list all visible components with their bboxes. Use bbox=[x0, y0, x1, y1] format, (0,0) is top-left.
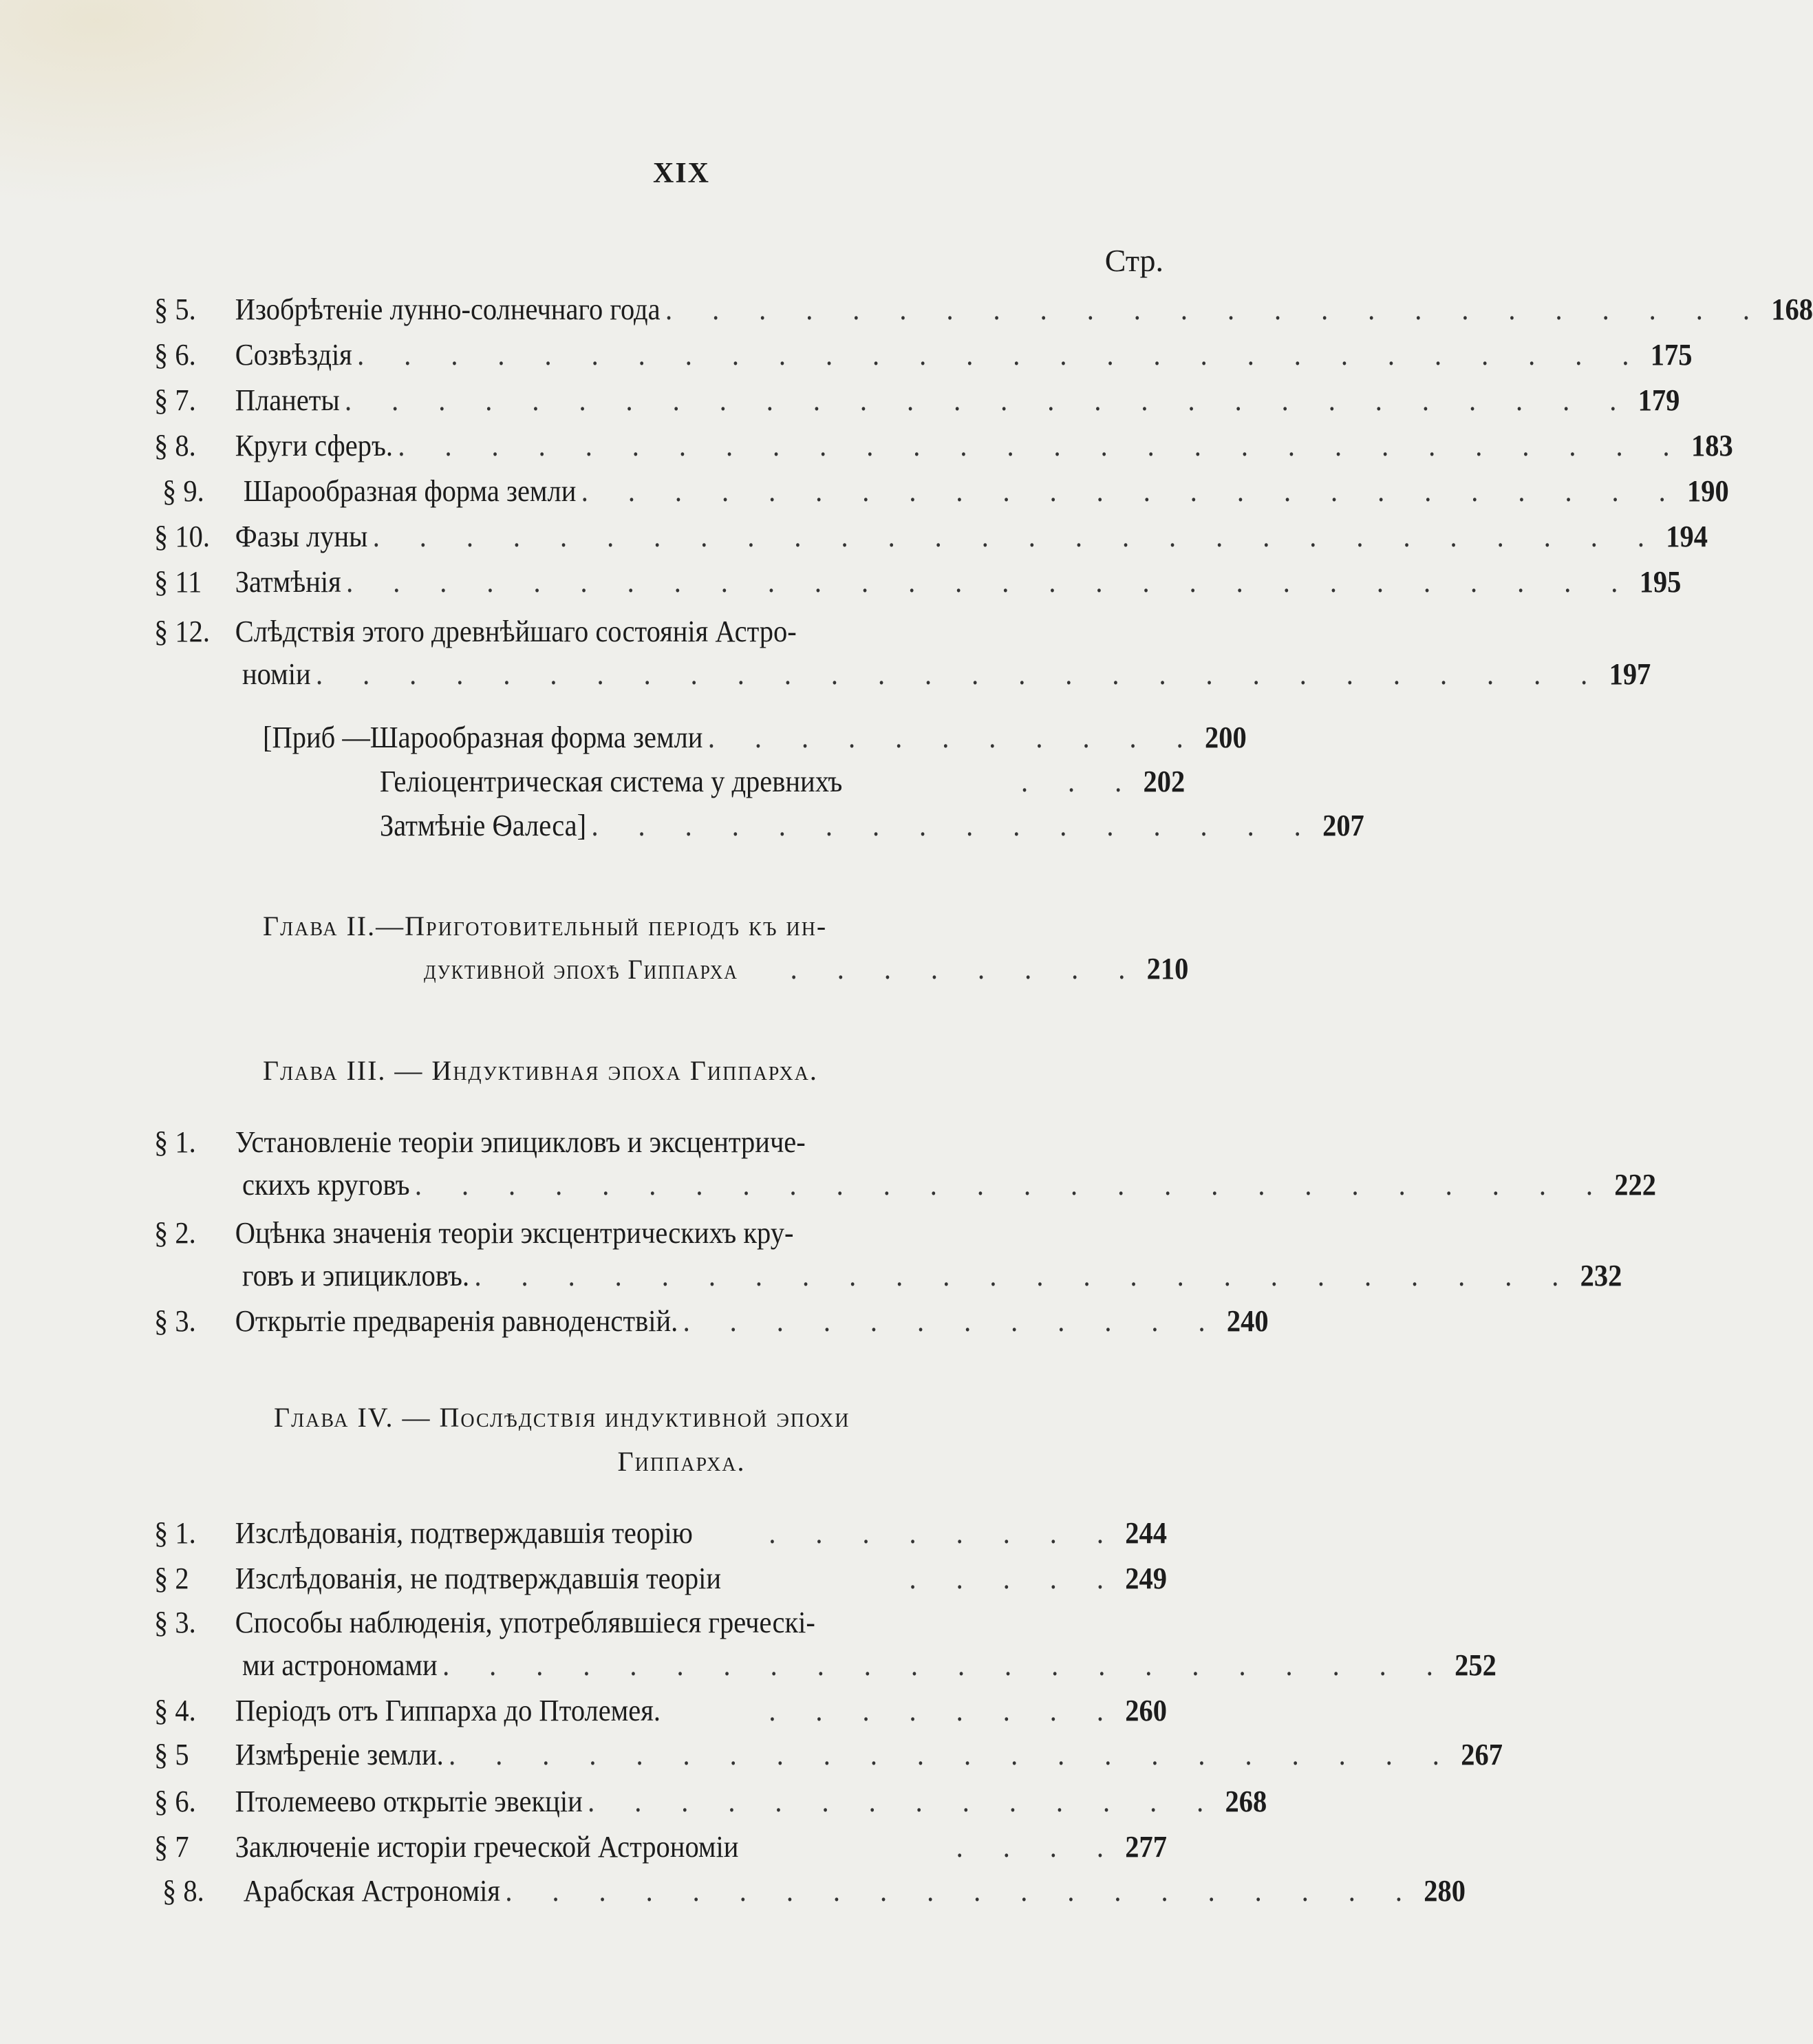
section-number: § 8. bbox=[162, 1874, 204, 1908]
entry-page: 183 bbox=[1691, 429, 1733, 462]
entry-page: 280 bbox=[1424, 1874, 1466, 1908]
section-number: § 7. bbox=[154, 383, 196, 417]
entry-title: Арабская Астрономія bbox=[243, 1874, 501, 1908]
entry-title-cont: ми астрономами bbox=[242, 1648, 438, 1682]
section-number: § 1. bbox=[154, 1125, 196, 1159]
entry-page: 197 bbox=[1609, 657, 1651, 691]
dot-leader: . . . . . . . . . . . . . . . . . . . . . . . . . . . . bbox=[398, 429, 1686, 462]
section-number: § 6. bbox=[154, 338, 196, 372]
section-number: § 12. bbox=[154, 615, 210, 648]
section-number: § 10. bbox=[154, 520, 210, 553]
dot-leader: . . . . . . . . . . . . . . . . . . . . bbox=[505, 1874, 1419, 1908]
entry-title: Фазы луны bbox=[235, 520, 368, 553]
dot-leader: . . . . . . . . . . . . . . . . . . . . . . . . . . bbox=[414, 1168, 1609, 1202]
dot-leader: . . . . . . . . bbox=[790, 952, 1142, 986]
entry-page: 194 bbox=[1666, 520, 1708, 553]
toc-entry[interactable] bbox=[154, 1515, 1167, 1557]
section-number: § 2 bbox=[154, 1562, 189, 1595]
toc-entry[interactable] bbox=[154, 337, 1693, 379]
entry-page: 195 bbox=[1639, 565, 1682, 599]
entry-page: 207 bbox=[1322, 809, 1364, 842]
toc-entry[interactable] bbox=[154, 428, 1733, 469]
entry-title: Измѣреніе земли. bbox=[235, 1738, 444, 1771]
entry-page: 240 bbox=[1226, 1304, 1269, 1338]
toc-entry-continuation[interactable] bbox=[242, 1258, 1622, 1299]
entry-title: Слѣдствія этого древнѣйшаго состоянія Астро- bbox=[235, 615, 797, 648]
entry-page: 179 bbox=[1638, 383, 1680, 417]
section-number: § 8. bbox=[154, 429, 196, 462]
entry-page: 260 bbox=[1125, 1694, 1167, 1727]
entry-title: Заключеніе исторіи греческой Астрономіи bbox=[235, 1830, 739, 1864]
entry-title: Круги сферъ. bbox=[235, 429, 394, 462]
dot-leader: . . . . . . . . . . . . . . . . . . . . . . . . . . . . bbox=[346, 565, 1635, 599]
dot-leader: . . . . . . . . . . . bbox=[707, 721, 1200, 754]
chapter-4-title-line1[interactable]: Глава IV. — Послѣдствія индуктивной эпохи bbox=[274, 1402, 850, 1433]
toc-entry[interactable] bbox=[154, 614, 1167, 655]
entry-page: 175 bbox=[1650, 338, 1693, 372]
dot-leader: . . . . . . . . . . . . . . . . . . . . . . . . . . . . bbox=[316, 657, 1605, 691]
entry-title: Птолемеево открытіе эвекціи bbox=[235, 1785, 583, 1818]
entry-title-cont: говъ и эпицикловъ. bbox=[242, 1259, 470, 1292]
toc-entry[interactable] bbox=[154, 1693, 1167, 1734]
dot-leader: . . . . . . . . . . . . . . bbox=[588, 1785, 1221, 1818]
chapter-3-title[interactable]: Глава III. — Индуктивная эпоха Гиппарха. bbox=[263, 1055, 818, 1086]
section-number: § 3. bbox=[154, 1304, 196, 1338]
entry-title-cont: скихъ круговъ bbox=[242, 1168, 410, 1202]
section-number: § 7 bbox=[154, 1830, 189, 1864]
section-number: § 1. bbox=[154, 1516, 196, 1550]
entry-title: Установленіе теоріи эпицикловъ и эксцентриче- bbox=[235, 1125, 806, 1159]
dot-leader: . . . . . . . . . . . . . . . . . . . . . . bbox=[442, 1648, 1450, 1682]
section-number: § 9. bbox=[162, 474, 204, 508]
entry-page: 200 bbox=[1205, 721, 1247, 754]
entry-page: 190 bbox=[1687, 474, 1729, 508]
appendix-entry[interactable] bbox=[263, 720, 1247, 761]
entry-title: Затмѣніе Ѳалеса] bbox=[380, 809, 587, 842]
appendix-entry[interactable] bbox=[380, 764, 1185, 805]
toc-entry-continuation[interactable] bbox=[242, 657, 1651, 698]
dot-leader: . . . . . . . . bbox=[769, 1516, 1120, 1550]
toc-entry[interactable] bbox=[154, 564, 1682, 606]
dot-leader: . . . . . . . . . . . . . . . . . . . . . . . . . . . . bbox=[372, 520, 1661, 553]
dot-leader: . . . . . . . . . . . . . . . . . . . . . . . . . . . . bbox=[345, 383, 1633, 417]
toc-entry[interactable] bbox=[154, 1215, 1167, 1257]
toc-entry[interactable] bbox=[154, 519, 1708, 560]
chapter-2-title-line2: дуктивной эпохѣ Гиппарха bbox=[424, 954, 738, 985]
chapter-2-title-line1[interactable]: Глава II.—Приготовительный періодъ къ ин- bbox=[263, 911, 828, 941]
section-number: § 5 bbox=[154, 1738, 189, 1771]
toc-entry[interactable] bbox=[154, 1829, 1167, 1871]
toc-entry[interactable] bbox=[162, 473, 1729, 515]
appendix-entry[interactable] bbox=[380, 808, 1364, 849]
section-number: § 6. bbox=[154, 1785, 196, 1818]
toc-entry[interactable] bbox=[154, 1125, 1167, 1166]
entry-title: Планеты bbox=[235, 383, 340, 417]
entry-title: Періодъ отъ Гиппарха до Птолемея. bbox=[235, 1694, 661, 1727]
entry-title: [Приб —Шарообразная форма земли bbox=[263, 721, 703, 754]
toc-entry[interactable] bbox=[154, 1737, 1503, 1778]
entry-title: Созвѣздія bbox=[235, 338, 352, 372]
entry-title: Шарообразная форма земли bbox=[243, 474, 577, 508]
entry-page: 202 bbox=[1143, 765, 1186, 798]
dot-leader: . . . . . . . . . . . . . . . . . . . . . . . . bbox=[474, 1259, 1576, 1292]
entry-page: 168 bbox=[1771, 292, 1813, 326]
chapter-4-title-line2: Гиппарха. bbox=[617, 1446, 746, 1477]
entry-page: 268 bbox=[1225, 1785, 1267, 1818]
entry-page: 210 bbox=[1146, 952, 1189, 986]
section-number: § 11 bbox=[154, 565, 202, 599]
entry-title: Открытіе предваренія равноденствій. bbox=[235, 1304, 678, 1338]
section-number: § 3. bbox=[154, 1606, 196, 1639]
section-number: § 2. bbox=[154, 1216, 196, 1250]
section-number: § 4. bbox=[154, 1694, 196, 1727]
entry-title: Изслѣдованія, не подтверждавшія теоріи bbox=[235, 1562, 721, 1595]
toc-entry[interactable] bbox=[162, 1873, 1466, 1915]
entry-page: 244 bbox=[1125, 1516, 1167, 1550]
dot-leader: . . . . . bbox=[909, 1562, 1120, 1595]
toc-entry[interactable] bbox=[154, 383, 1680, 424]
dot-leader: . . . . . . . . . . . . . . . . . . . . . . . . . . . . bbox=[357, 338, 1646, 372]
toc-entry[interactable] bbox=[154, 292, 1813, 333]
entry-title: Изобрѣтеніе лунно-солнечнаго года bbox=[235, 292, 661, 326]
entry-title: Оцѣнка значенія теоріи эксцентрическихъ кру- bbox=[235, 1216, 794, 1250]
dot-leader: . . . . . . . . . . . . . . . . bbox=[591, 809, 1318, 842]
toc-entry[interactable] bbox=[154, 1605, 1167, 1646]
toc-entry[interactable] bbox=[154, 1303, 1269, 1345]
toc-entry[interactable] bbox=[154, 1784, 1267, 1825]
column-header-page: Стр. bbox=[1104, 243, 1163, 278]
page-number: XIX bbox=[652, 158, 710, 189]
section-number: § 5. bbox=[154, 292, 196, 326]
toc-entry-continuation[interactable] bbox=[242, 1167, 1657, 1209]
toc-entry[interactable] bbox=[154, 1561, 1167, 1602]
dot-leader: . . . . bbox=[956, 1830, 1120, 1864]
dot-leader: . . . . . . . . bbox=[769, 1694, 1120, 1727]
entry-title: Затмѣнія bbox=[235, 565, 341, 599]
dot-leader: . . . . . . . . . . . . . . . . . . . . . . . . bbox=[665, 292, 1766, 326]
dot-leader: . . . . . . . . . . . . . . . . . . . . . . . . bbox=[581, 474, 1682, 508]
entry-page: 252 bbox=[1455, 1648, 1496, 1682]
entry-page: 249 bbox=[1125, 1562, 1167, 1595]
entry-title: Геліоцентрическая система у древнихъ bbox=[380, 765, 843, 798]
chapter-2-entry[interactable] bbox=[424, 951, 1188, 992]
entry-page: 222 bbox=[1614, 1168, 1657, 1202]
entry-page: 277 bbox=[1125, 1830, 1167, 1864]
entry-page: 232 bbox=[1580, 1259, 1622, 1292]
entry-page: 267 bbox=[1461, 1738, 1503, 1771]
entry-title: Способы наблюденія, употреблявшіеся греческі- bbox=[235, 1606, 815, 1639]
dot-leader: . . . . . . . . . . . . bbox=[683, 1304, 1222, 1338]
dot-leader: . . . . . . . . . . . . . . . . . . . . . . bbox=[449, 1738, 1456, 1771]
toc-entry-continuation[interactable] bbox=[242, 1648, 1496, 1689]
entry-title: Изслѣдованія, подтверждавшія теорію bbox=[235, 1516, 693, 1550]
entry-title-cont: номіи bbox=[242, 657, 311, 691]
dot-leader: . . . bbox=[1020, 765, 1139, 798]
